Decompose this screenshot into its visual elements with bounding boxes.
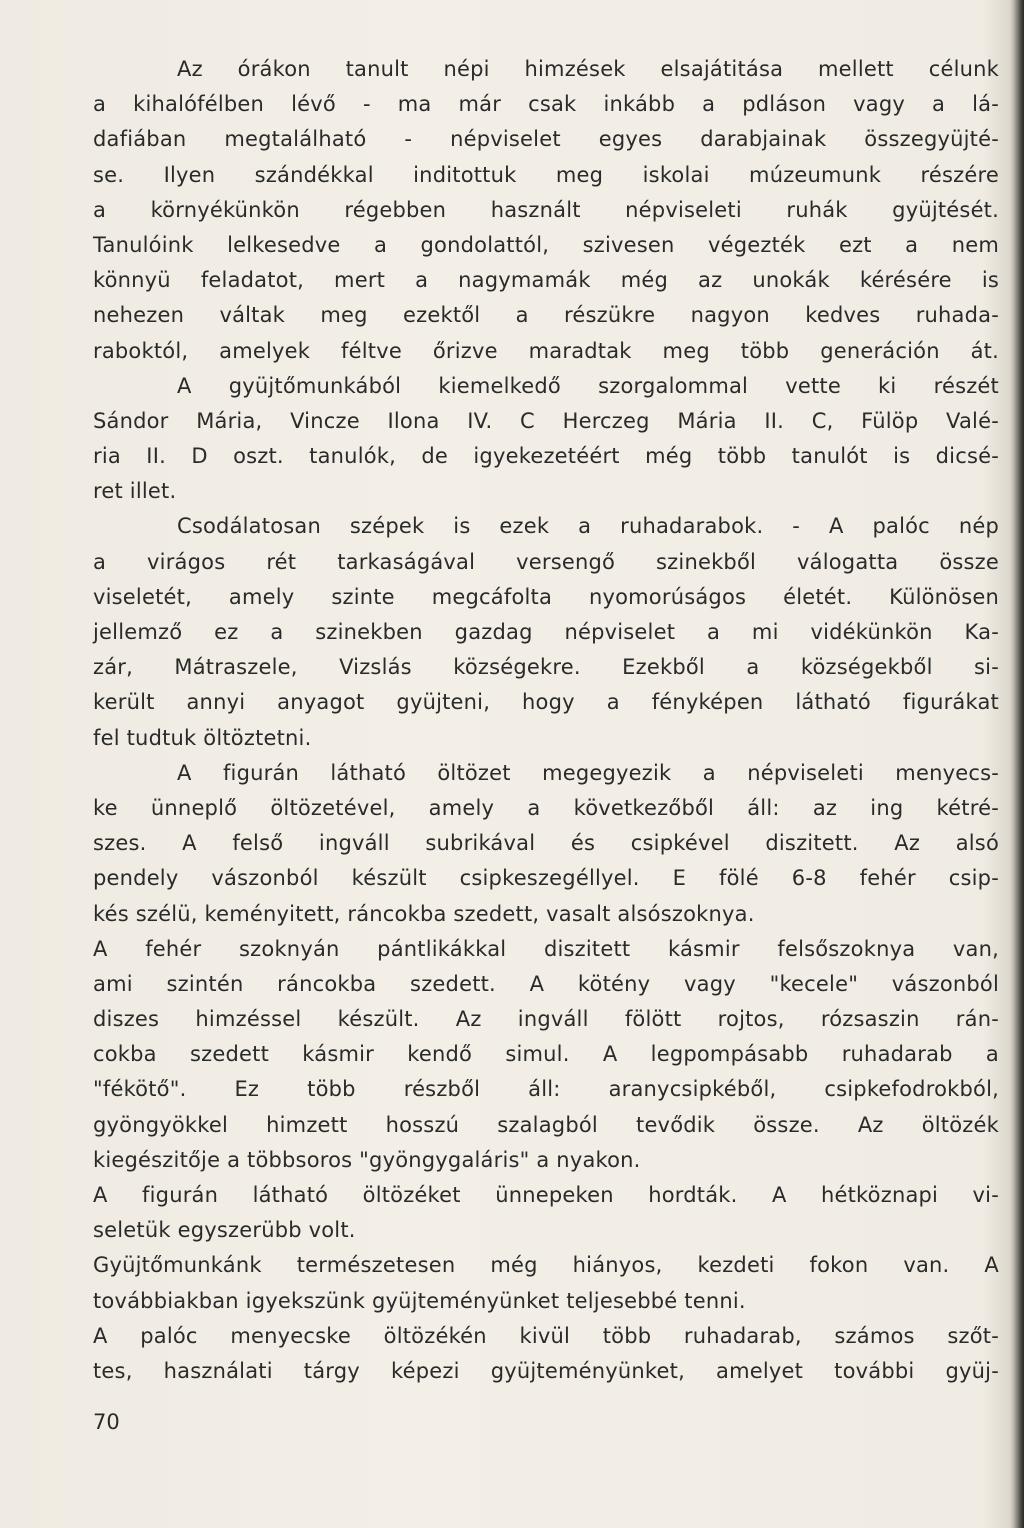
text-line: Gyüjtőmunkánk természetesen még hiányos, kezdeti fokon van. A (93, 1253, 999, 1278)
text-line: A figurán látható öltözet megegyezik a népviseleti menyecs- (177, 760, 999, 785)
text-line: Csodálatosan szépek is ezek a ruhadarabok. - A palóc nép (177, 514, 999, 539)
text-line: kiegészitője a többsoros "gyöngygaláris" a nyakon. (93, 1147, 641, 1172)
page-edge-shadow (1010, 0, 1024, 1528)
text-line: seletük egyszerübb volt. (93, 1218, 356, 1243)
text-line: Tanulóink lelkesedve a gondolattól, szivesen végezték ezt a nem (93, 232, 999, 257)
text-line: került annyi anyagot gyüjteni, hogy a fényképen látható figurákat (93, 690, 999, 715)
text-line: zár, Mátraszele, Vizslás községekre. Ezekből a községekből si- (93, 655, 999, 680)
text-line: ami szintén ráncokba szedett. A kötény vagy "kecele" vászonból (93, 971, 999, 996)
text-line: a környékünkön régebben használt népviseleti ruhák gyüjtését. (93, 197, 999, 222)
text-line: könnyü feladatot, mert a nagymamák még az unokák kérésére is (93, 268, 999, 293)
text-line: A figurán látható öltözéket ünnepeken hordták. A hétköznapi vi- (93, 1183, 999, 1207)
text-line: A fehér szoknyán pántlikákkal diszitett kásmir felsőszoknya van, (93, 936, 999, 961)
text-line: A palóc menyecske öltözékén kivül több ruhadarab, számos szőt- (93, 1323, 999, 1348)
text-line: cokba szedett kásmir kendő simul. A legpompásabb ruhadarab a (93, 1042, 999, 1067)
text-line: se. Ilyen szándékkal inditottuk meg iskolai múzeumunk részére (93, 162, 999, 187)
text-line: tes, használati tárgy képezi gyüjteményünket, amelyet további gyüj- (93, 1358, 999, 1383)
text-line: továbbiakban igyekszünk gyüjteményünket teljesebbé tenni. (93, 1288, 746, 1313)
text-line: gyöngyökkel himzett hosszú szalagból tevődik össze. Az öltözék (93, 1112, 999, 1137)
text-line: "fékötő". Ez több részből áll: aranycsipkéből, csipkefodrokból, (93, 1077, 999, 1102)
text-line: pendely vászonból készült csipkeszegéllyel. E fölé 6-8 fehér csip- (93, 866, 999, 891)
text-line: ret illet. (93, 479, 177, 504)
text-line: Sándor Mária, Vincze Ilona IV. C Herczeg Mária II. C, Fülöp Valé- (93, 408, 999, 433)
text-line: jellemző ez a szinekben gazdag népviselet a mi vidékünkön Ka- (93, 620, 999, 644)
text-line: szes. A felső ingváll subrikával és csipkével diszitett. Az alsó (93, 831, 999, 856)
text-line: viseletét, amely szinte megcáfolta nyomorúságos életét. Különösen (93, 584, 999, 609)
text-line: raboktól, amelyek féltve őrizve maradtak meg több generáción át. (93, 338, 999, 363)
text-line: diszes himzéssel készült. Az ingváll fölött rojtos, rózsaszin rán- (93, 1007, 999, 1032)
text-line: nehezen váltak meg ezektől a részükre nagyon kedves ruhada- (93, 303, 999, 328)
text-line: fel tudtuk öltöztetni. (93, 725, 312, 750)
text-line: ria II. D oszt. tanulók, de igyekezetéért még több tanulót is dicsé- (93, 444, 999, 469)
text-line: A gyüjtőmunkából kiemelkedő szorgalommal vette ki részét (177, 373, 999, 398)
body-text (93, 52, 999, 1389)
text-line: a kihalófélben lévő - ma már csak inkább a pdláson vagy a lá- (93, 92, 999, 117)
text-line: kés szélü, keményitett, ráncokba szedett, vasalt alsószoknya. (93, 901, 755, 926)
text-line: a virágos rét tarkaságával versengő szinekből válogatta össze (93, 549, 999, 574)
text-line: dafiában megtalálható - népviselet egyes darabjainak összegyüjté- (93, 127, 999, 152)
page-number: 70 (93, 1410, 120, 1434)
text-line: ke ünneplő öltözetével, amely a következőből áll: az ing kétré- (93, 795, 999, 820)
text-line: Az órákon tanult népi himzések elsajátitása mellett célunk (177, 57, 999, 81)
